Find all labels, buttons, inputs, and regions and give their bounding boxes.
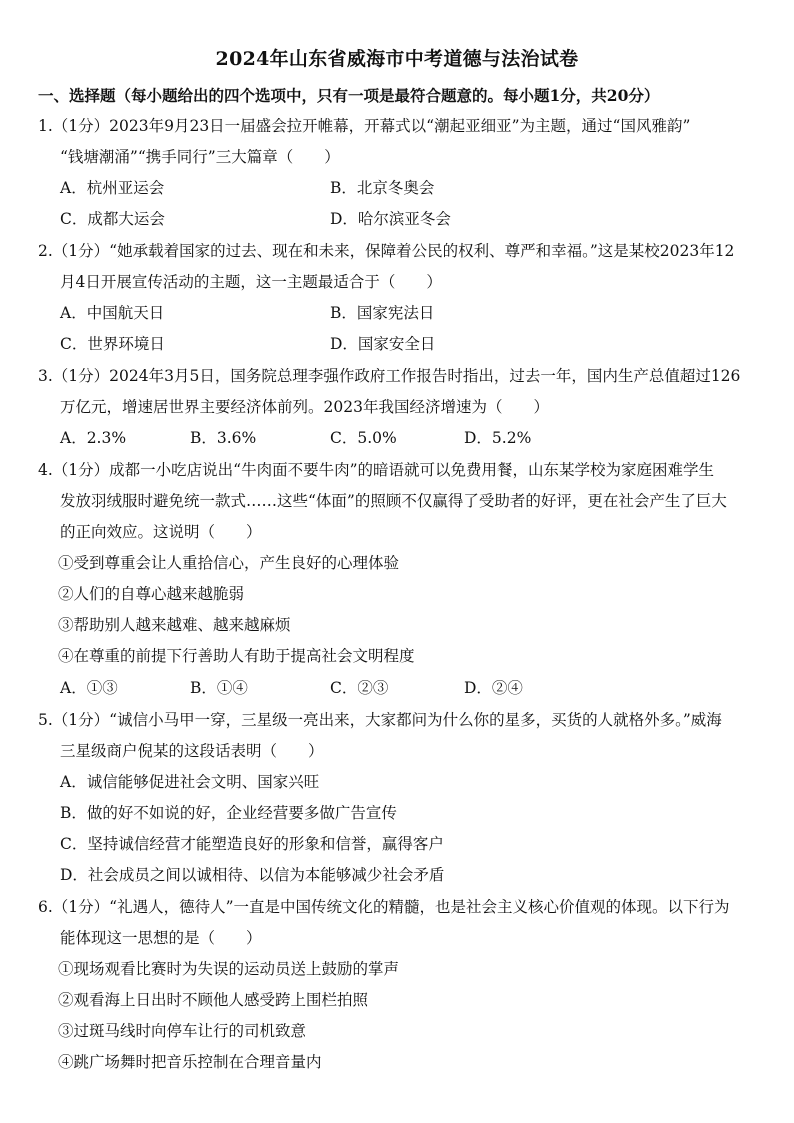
question-3-option-d: D．5.2%	[464, 429, 532, 447]
question-6-stem-cont: 能体现这一思想的是（ ）	[60, 929, 262, 947]
question-1-option-d: D．哈尔滨亚冬会	[330, 210, 451, 228]
question-2-option-d: D．国家安全日	[330, 335, 436, 353]
question-4-stem-cont-2: 的正向效应。这说明（ ）	[60, 523, 262, 541]
question-6-stem: 6.（1分）“礼遇人，德待人”一直是中国传统文化的精髓，也是社会主义核心价值观的体现。以下行为	[38, 898, 730, 916]
question-5-stem-cont: 三星级商户倪某的这段话表明（ ）	[60, 742, 324, 760]
question-1-stem-cont: “钱塘潮涌”“携手同行”三大篇章（ ）	[60, 148, 340, 166]
question-6-statement-2: ②观看海上日出时不顾他人感受跨上围栏拍照	[58, 991, 369, 1009]
question-2-option-c: C．世界环境日	[60, 335, 165, 353]
question-3-option-a: A．2.3%	[60, 429, 127, 447]
question-1-option-b: B．北京冬奥会	[330, 179, 435, 197]
question-4-stem: 4.（1分）成都一小吃店说出“牛肉面不要牛肉”的暗语就可以免费用餐，山东某学校为家庭困难学生	[38, 461, 715, 479]
question-6-statement-1: ①现场观看比赛时为失误的运动员送上鼓励的掌声	[58, 960, 400, 978]
question-2-stem-cont: 月4日开展宣传活动的主题，这一主题最适合于（ ）	[60, 273, 442, 291]
question-4-option-c: C．②③	[330, 679, 389, 697]
question-4-stem-cont: 发放羽绒服时避免统一款式……这些“体面”的照顾不仅赢得了受助者的好评，更在社会产生了巨大	[60, 492, 727, 510]
question-4-statement-1: ①受到尊重会让人重拾信心，产生良好的心理体验	[58, 554, 400, 572]
question-6-statement-3: ③过斑马线时向停车让行的司机致意	[58, 1022, 307, 1040]
question-1-option-c: C．成都大运会	[60, 210, 165, 228]
page-title: 2024年山东省威海市中考道德与法治试卷	[215, 48, 579, 70]
question-4-statement-4: ④在尊重的前提下行善助人有助于提高社会文明程度	[58, 647, 415, 665]
question-3-option-c: C．5.0%	[330, 429, 397, 447]
question-5-option-a: A．诚信能够促进社会文明、国家兴旺	[60, 773, 320, 791]
question-3-option-b: B．3.6%	[190, 429, 257, 447]
question-2-option-a: A．中国航天日	[60, 304, 165, 322]
question-5-option-c: C．坚持诚信经营才能塑造良好的形象和信誉，赢得客户	[60, 835, 444, 853]
question-2-stem: 2.（1分）“她承载着国家的过去、现在和未来，保障着公民的权利、尊严和幸福。”这是某校2023年12	[38, 242, 735, 260]
question-6-statement-4: ④跳广场舞时把音乐控制在合理音量内	[58, 1053, 322, 1071]
question-4-statement-2: ②人们的自尊心越来越脆弱	[58, 585, 245, 603]
question-5-option-d: D．社会成员之间以诚相待、以信为本能够减少社会矛盾	[60, 866, 445, 884]
question-4-option-a: A．①③	[60, 679, 118, 697]
question-5-stem: 5.（1分）“诚信小马甲一穿，三星级一亮出来，大家都问为什么你的星多，买货的人就格外多。”威海	[38, 711, 722, 729]
question-4-statement-3: ③帮助别人越来越难、越来越麻烦	[58, 616, 291, 634]
question-5-option-b: B．做的好不如说的好，企业经营要多做广告宣传	[60, 804, 397, 822]
question-4-option-b: B．①④	[190, 679, 248, 697]
question-3-stem-cont: 万亿元，增速居世界主要经济体前列。2023年我国经济增速为（ ）	[60, 398, 549, 416]
question-2-option-b: B．国家宪法日	[330, 304, 435, 322]
question-4-option-d: D．②④	[464, 679, 523, 697]
question-1-option-a: A．杭州亚运会	[60, 179, 165, 197]
question-1-stem: 1.（1分）2023年9月23日一届盛会拉开帷幕，开幕式以“潮起亚细亚”为主题，通过“国风雅韵”	[38, 117, 691, 135]
question-3-stem: 3.（1分）2024年3月5日，国务院总理李强作政府工作报告时指出，过去一年，国内生产总值超过126	[38, 367, 741, 385]
section-heading: 一、选择题（每小题给出的四个选项中，只有一项是最符合题意的。每小题1分，共20分）	[38, 86, 660, 105]
